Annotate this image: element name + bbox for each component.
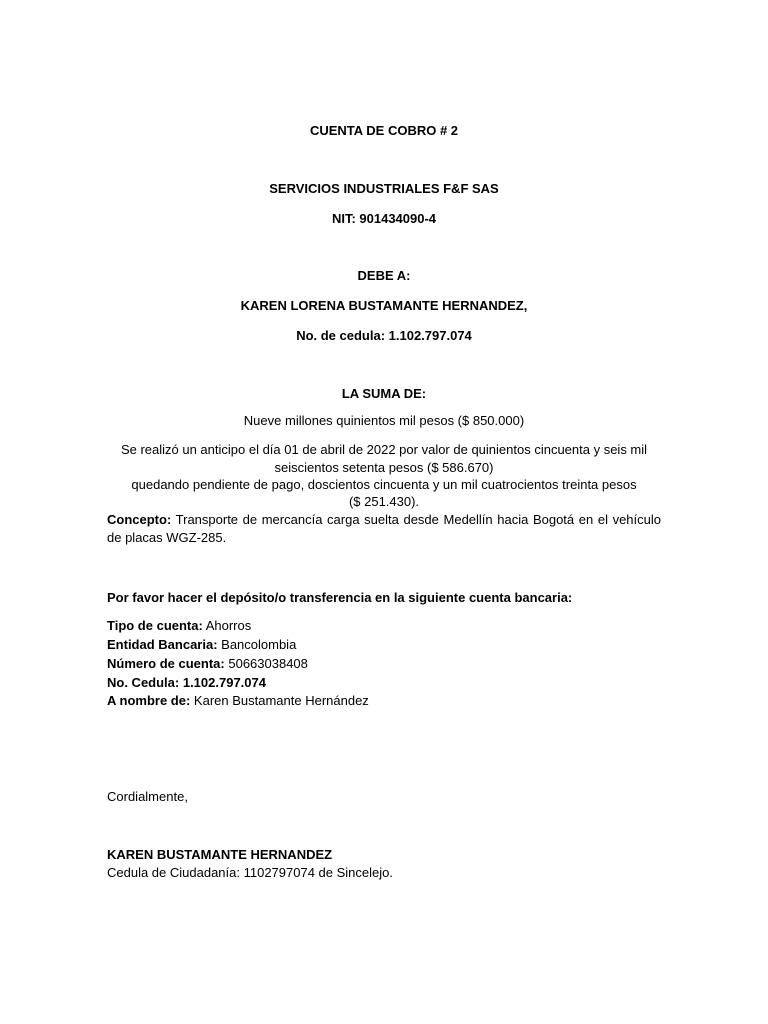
- creditor-name: KAREN LORENA BUSTAMANTE HERNANDEZ,: [240, 298, 528, 313]
- salutation: Cordialmente,: [107, 789, 188, 804]
- bank-row-value: Karen Bustamante Hernández: [190, 693, 369, 708]
- bank-row-label: A nombre de:: [107, 693, 191, 708]
- concept-text: Transporte de mercancía carga suelta desde Medellín hacia Bogotá en el vehículo de placas WGZ-285.: [107, 512, 661, 545]
- bank-row-label: Tipo de cuenta:: [107, 618, 203, 633]
- creditor-id: No. de cedula: 1.102.797.074: [296, 328, 472, 343]
- advance-line-1: Se realizó un anticipo el día 01 de abril de 2022 por valor de quinientos cincuenta y seis mil: [120, 442, 648, 457]
- bank-row-cedula: [107, 674, 266, 692]
- debe-a-label: DEBE A:: [357, 268, 411, 283]
- advance-line-2: seiscientos setenta pesos ($ 586.670): [274, 460, 494, 475]
- bank-row-account-holder: [107, 692, 369, 710]
- advance-line-4: ($ 251.430).: [348, 494, 420, 509]
- bank-row-account-number: [107, 655, 308, 673]
- bank-row-label: No. Cedula: 1.102.797.074: [107, 675, 266, 690]
- bank-row-bank-entity: [107, 636, 296, 654]
- bank-row-label: Número de cuenta:: [107, 656, 225, 671]
- company-nit: NIT: 901434090-4: [331, 211, 437, 226]
- bank-row-value: Ahorros: [202, 618, 252, 633]
- document-title: CUENTA DE COBRO # 2: [309, 123, 459, 138]
- concept-paragraph: [107, 511, 661, 547]
- signer-id: Cedula de Ciudadanía: 1102797074 de Sincelejo.: [107, 865, 393, 880]
- bank-row-label: Entidad Bancaria:: [107, 637, 218, 652]
- signer-name: KAREN BUSTAMANTE HERNANDEZ: [107, 847, 333, 862]
- amount-text: Nueve millones quinientos mil pesos ($ 850.000): [243, 413, 525, 428]
- concept-label: Concepto:: [107, 512, 172, 527]
- bank-intro: Por favor hacer el depósito/o transferencia en la siguiente cuenta bancaria:: [107, 590, 573, 605]
- bank-row-account-type: [107, 617, 251, 635]
- advance-line-3: quedando pendiente de pago, doscientos cincuenta y un mil cuatrocientos treinta pesos: [131, 477, 637, 492]
- bank-row-value: Bancolombia: [217, 637, 297, 652]
- company-name: SERVICIOS INDUSTRIALES F&F SAS: [269, 181, 499, 196]
- suma-label: LA SUMA DE:: [341, 386, 427, 401]
- bank-row-value: 50663038408: [224, 656, 308, 671]
